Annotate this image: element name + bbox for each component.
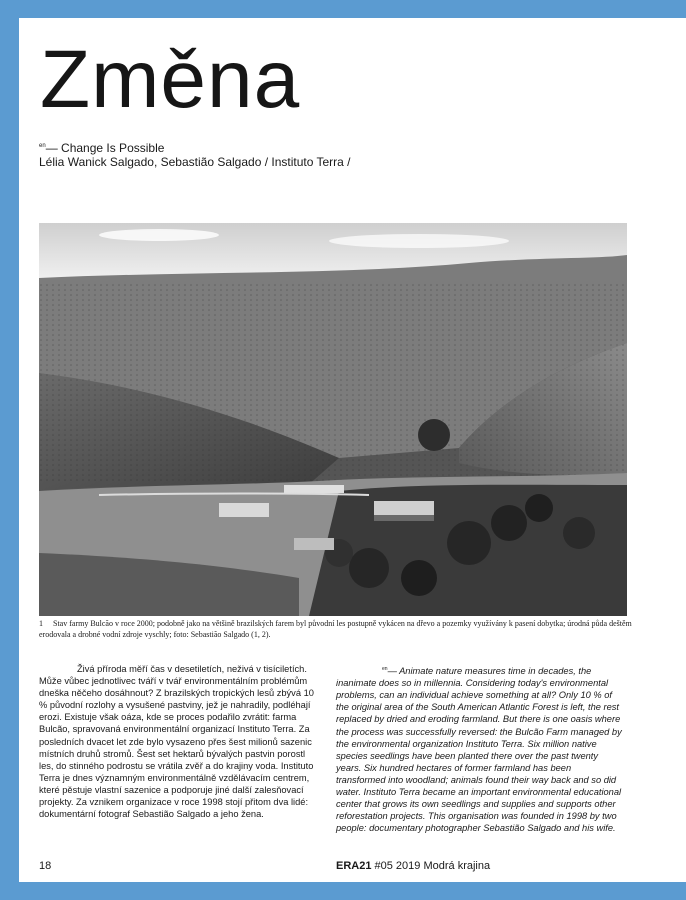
figure-number: 1 [39, 619, 43, 628]
article-title: Změna [40, 34, 301, 125]
caption-text: Stav farmy Bulcão v roce 2000; podobně jako na většině brazilských farem byl původní les postupně vykácen na dřevo a pozemky využívány k pasení dobytka; úrodná půda deštěm erodovala a drobné vodní zdroje vyschly; [39, 619, 632, 639]
magazine-footer [336, 860, 490, 872]
photo-credit: foto: Sebastião Salgado (1, 2). [173, 630, 271, 639]
body-text-czech: Živá příroda měří čas v desetiletích, neživá v tisíciletích. Může vůbec jednotlivec tváří v tvář environmentálním problémům dneška něčeho dosáhnout? Z brazilských tropických lesů zbývá 10 % původní rozlohy a vysušené pastviny, jež je nahradily, podléhají erozi. Existuje však oáza, kde se proces podařilo zvrátit: farma Bulcão, spravovaná environmentální organizací Instituto Terra. Za posledních dvacet let zde bylo vysazeno přes šest milionů sazenic místních druhů stromů. Šest set hektarů bývalých pastvin porostl les, do stinného podrostu se vrátila zvěř a do krajiny voda. Instituto Terra je dnes významným environmentálně vzdělávacím centrem, které pěstuje vlastní sazenice a podporuje jiné další zalesňovací projekty. Za vznikem organizace v roce 1998 stojí přitom dva lidé: dokumentární fotograf Sebastião Salgado a jeho žena. [39, 664, 314, 820]
subtitle-text: — Change Is Possible [45, 141, 165, 155]
magazine-page [19, 18, 686, 882]
article-authors: Lélia Wanick Salgado, Sebastião Salgado / Instituto Terra / [39, 155, 351, 169]
landscape-photo [39, 223, 627, 616]
language-tag: en [39, 143, 46, 149]
english-text: — Animate nature measures time in decades, the inanimate does so in millennia. Considering today's environmental problems, can an individual achieve something at all? Only 10 % of the original area of the South American Atlantic Forest is left, the rest replaced by dried and eroding farmland. But there is one oasis where the process was successfully reversed: the Bulcão Farm managed by the environmental organization Instituto Terra. Six million native species seedlings have been planted there over the past twenty years. Six hundred hectares of former farmland has been transformed into woodland; animals found their way back and so did water. Instituto Terra became an important environmental educational center that grows its own seedlings and supplies and supports other reforestation projects. This organisation was founded in 1998 by two people: documentary photographer Sebastião Salgado and his wife. [336, 666, 622, 834]
magazine-name: ERA21 [336, 860, 372, 872]
body-text-english [336, 663, 622, 834]
photo-caption [39, 618, 639, 640]
language-tag: en [382, 666, 388, 672]
issue-info: #05 2019 Modrá krajina [371, 860, 491, 872]
page-number: 18 [39, 860, 52, 872]
article-subtitle [39, 139, 164, 156]
